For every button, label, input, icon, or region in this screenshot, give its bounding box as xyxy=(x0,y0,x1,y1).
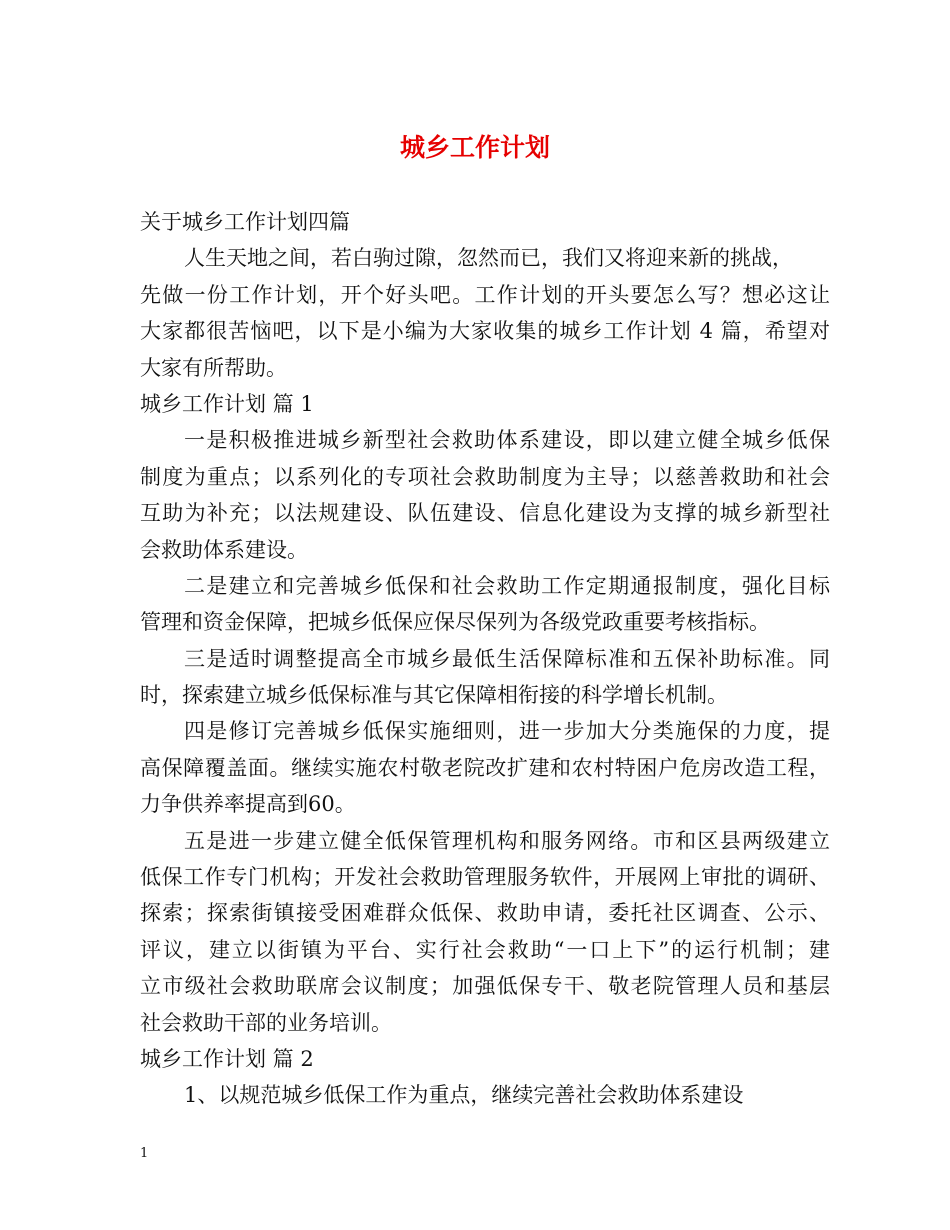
text-line: 管理和资金保障，把城乡低保应保尽保列为各级党政重要考核指标。 xyxy=(140,610,770,635)
text-line: 低保工作专门机构；开发社会救助管理服务软件，开展网上审批的调研、 xyxy=(140,865,830,890)
text-line: 人生天地之间，若白驹过隙，忽然而已，我们又将迎来新的挑战， xyxy=(184,246,793,271)
text-line: 探索；探索街镇接受困难群众低保、救助申请，委托社区调查、公示、 xyxy=(140,901,830,926)
text-line: 二是建立和完善城乡低保和社会救助工作定期通报制度，强化目标 xyxy=(184,573,830,598)
page-number: 1 xyxy=(140,1146,149,1161)
document-body xyxy=(140,204,830,1114)
text-line: 先做一份工作计划，开个好头吧。工作计划的开头要怎么写？想必这让 xyxy=(140,282,830,307)
text-line: 制度为重点；以系列化的专项社会救助制度为主导；以慈善救助和社会 xyxy=(140,464,830,489)
text-line: 评议，建立以街镇为平台、实行社会救助“一口上下”的运行机制；建 xyxy=(140,937,830,962)
text-line: 城乡工作计划 篇 1 xyxy=(140,391,314,416)
text-line: 高保障覆盖面。继续实施农村敬老院改扩建和农村特困户危房改造工程， xyxy=(140,755,830,780)
text-line: 会救助体系建设。 xyxy=(140,537,308,562)
text-line: 三是适时调整提高全市城乡最低生活保障标准和五保补助标准。同 xyxy=(184,646,830,671)
text-line: 五是进一步建立健全低保管理机构和服务网络。市和区县两级建立 xyxy=(184,828,830,853)
text-line: 关于城乡工作计划四篇 xyxy=(140,210,350,234)
text-line: 一是积极推进城乡新型社会救助体系建设，即以建立健全城乡低保 xyxy=(184,428,830,453)
text-line: 互助为补充；以法规建设、队伍建设、信息化建设为支撑的城乡新型社 xyxy=(140,501,830,526)
text-line: 大家都很苦恼吧，以下是小编为大家收集的城乡工作计划 4 篇，希望对 xyxy=(140,319,830,344)
text-line: 立市级社会救助联席会议制度；加强低保专干、敬老院管理人员和基层 xyxy=(140,974,830,999)
text-line: 社会救助干部的业务培训。 xyxy=(140,1010,392,1035)
text-line: 1、以规范城乡低保工作为重点，继续完善社会救助体系建设 xyxy=(184,1083,744,1108)
text-line: 四是修订完善城乡低保实施细则，进一步加大分类施保的力度，提 xyxy=(184,719,830,744)
text-line: 城乡工作计划 篇 2 xyxy=(140,1046,314,1071)
document-title: 城乡工作计划 xyxy=(399,133,550,162)
text-line: 力争供养率提高到60。 xyxy=(140,792,356,817)
text-line: 时，探索建立城乡低保标准与其它保障相衔接的科学增长机制。 xyxy=(140,683,728,708)
text-line: 大家有所帮助。 xyxy=(140,355,287,380)
